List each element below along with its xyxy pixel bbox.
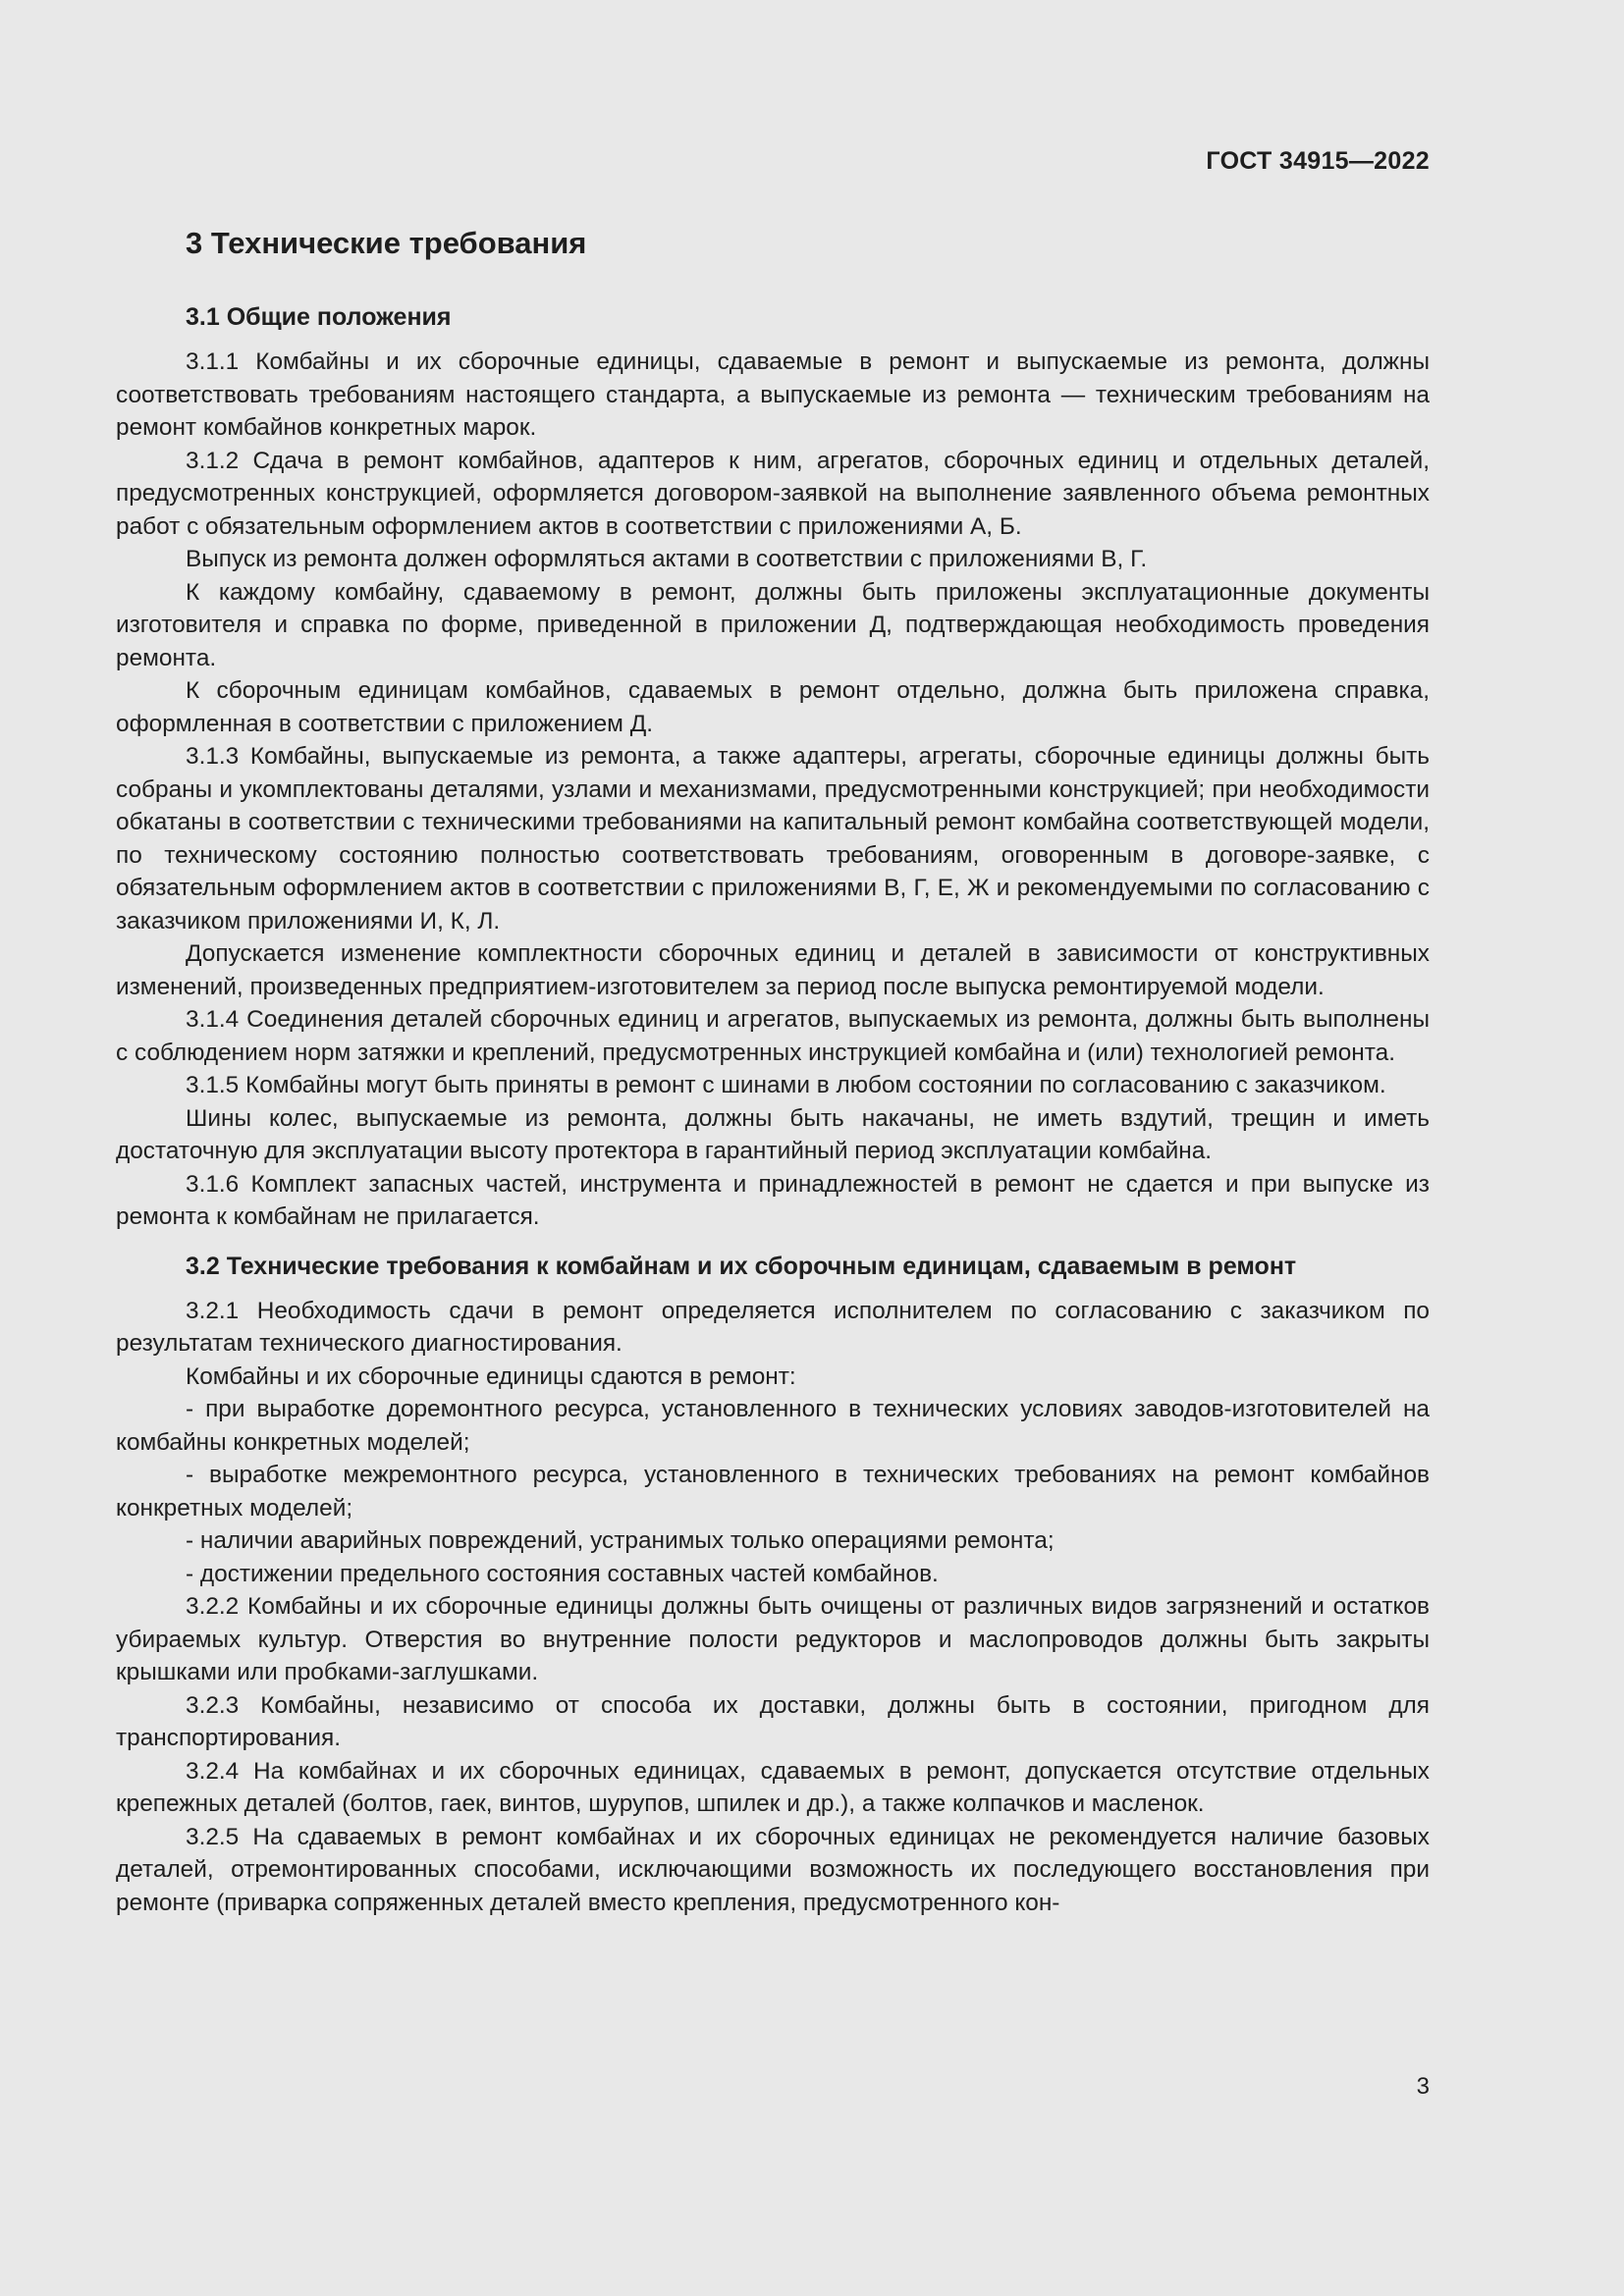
paragraph: 3.1.4 Соединения деталей сборочных единиц и агрегатов, выпускаемых из ремонта, должны быть выполнены с соблюдением норм затяжки и креплений, предусмотренных инструкцией комбайна и (или) технологией ремонта. bbox=[116, 1006, 1430, 1066]
paragraph: К сборочным единицам комбайнов, сдаваемых в ремонт отдельно, должна быть приложена справка, оформленная в соответствии с приложением Д. bbox=[116, 677, 1430, 737]
list-item: - при выработке доремонтного ресурса, установленного в технических условиях заводов-изготовителей на комбайны конкретных моделей; bbox=[116, 1396, 1430, 1456]
paragraph: Выпуск из ремонта должен оформляться актами в соответствии с приложениями В, Г. bbox=[186, 546, 1148, 572]
paragraph: 3.2.1 Необходимость сдачи в ремонт определяется исполнителем по согласованию с заказчиком по результатам технического диагностирования. bbox=[116, 1297, 1430, 1357]
paragraph: Шины колес, выпускаемые из ремонта, должны быть накачаны, не иметь вздутий, трещин и иметь достаточную для эксплуатации высоту протектора в гарантийный период эксплуатации комбайна. bbox=[116, 1104, 1430, 1164]
document-code: ГОСТ 34915—2022 bbox=[1206, 147, 1430, 175]
paragraph: 3.1.1 Комбайны и их сборочные единицы, сдаваемые в ремонт и выпускаемые из ремонта, должны соответствовать требованиям настоящего стандарта, а выпускаемые из ремонта — техническим требованиям на ремонт комбайнов конкретных марок. bbox=[116, 348, 1430, 441]
paragraph: 3.1.6 Комплект запасных частей, инструмента и принадлежностей в ремонт не сдается и при выпуске из ремонта к комбайнам не прилагается. bbox=[116, 1170, 1430, 1230]
paragraph: 3.2.2 Комбайны и их сборочные единицы должны быть очищены от различных видов загрязнений и остатков убираемых культур. Отверстия во внутренние полости редукторов и маслопроводов должны быть закрыты крышками или пробками-заглушками. bbox=[116, 1593, 1430, 1685]
paragraph: 3.2.4 На комбайнах и их сборочных единицах, сдаваемых в ремонт, допускается отсутствие отдельных крепежных деталей (болтов, гаек, винтов, шурупов, шпилек и др.), а также колпачков и масленок. bbox=[116, 1757, 1430, 1817]
paragraph: Комбайны и их сборочные единицы сдаются в ремонт: bbox=[186, 1362, 796, 1390]
subsection-body-requirements bbox=[116, 1295, 1430, 1920]
paragraph: 3.1.5 Комбайны могут быть приняты в ремонт с шинами в любом состоянии по согласованию с заказчиком. bbox=[186, 1072, 1386, 1098]
subsection-body-general bbox=[116, 346, 1430, 1234]
paragraph: 3.1.3 Комбайны, выпускаемые из ремонта, а также адаптеры, агрегаты, сборочные единицы должны быть собраны и укомплектованы деталями, узлами и механизмами, предусмотренными конструкцией; при необходимости обкатаны в соответствии с техническими требованиями на капитальный ремонт комбайна соответствующей модели, по техническому состоянию полностью соответствовать требованиям, оговоренным в договоре-заявке, с обязательным оформлением актов в соответствии с приложениями В, Г, Е, Ж и рекомендуемыми по согласованию с заказчиком приложениями И, К, Л. bbox=[116, 743, 1430, 934]
paragraph: Допускается изменение комплектности сборочных единиц и деталей в зависимости от конструктивных изменений, произведенных предприятием-изготовителем за период после выпуска ремонтируемой модели. bbox=[116, 940, 1430, 1000]
page-content bbox=[116, 220, 1430, 1919]
list-item: - наличии аварийных повреждений, устранимых только операциями ремонта; bbox=[186, 1527, 1055, 1554]
paragraph: К каждому комбайну, сдаваемому в ремонт, должны быть приложены эксплуатационные документы изготовителя и справка по форме, приведенной в приложении Д, подтверждающая необходимость проведения ремонта. bbox=[116, 578, 1430, 671]
paragraph: 3.2.5 На сдаваемых в ремонт комбайнах и их сборочных единицах не рекомендуется наличие базовых деталей, отремонтированных способами, исключающими возможность их последующего восстановления при ремонте (приварка сопряженных деталей вместо крепления, предусмотренного кон- bbox=[116, 1823, 1430, 1916]
subsection-title-requirements: 3.2 Технические требования к комбайнам и их сборочным единицам, сдаваемым в ремонт bbox=[186, 1252, 1297, 1280]
list-item: - достижении предельного состояния составных частей комбайнов. bbox=[186, 1560, 939, 1587]
section-title: 3 Технические требования bbox=[186, 226, 587, 260]
list-item: - выработке межремонтного ресурса, установленного в технических требованиях на ремонт комбайнов конкретных моделей; bbox=[116, 1462, 1430, 1522]
paragraph: 3.2.3 Комбайны, независимо от способа их доставки, должны быть в состоянии, пригодном для транспортирования. bbox=[116, 1691, 1430, 1751]
page-number: 3 bbox=[1416, 2073, 1430, 2100]
subsection-title-general: 3.1 Общие положения bbox=[186, 303, 452, 331]
paragraph: 3.1.2 Сдача в ремонт комбайнов, адаптеров к ним, агрегатов, сборочных единиц и отдельных деталей, предусмотренных конструкцией, оформляется договором-заявкой на выполнение заявленного объема ремонтных работ с обязательным оформлением актов в соответствии с приложениями А, Б. bbox=[116, 447, 1430, 540]
